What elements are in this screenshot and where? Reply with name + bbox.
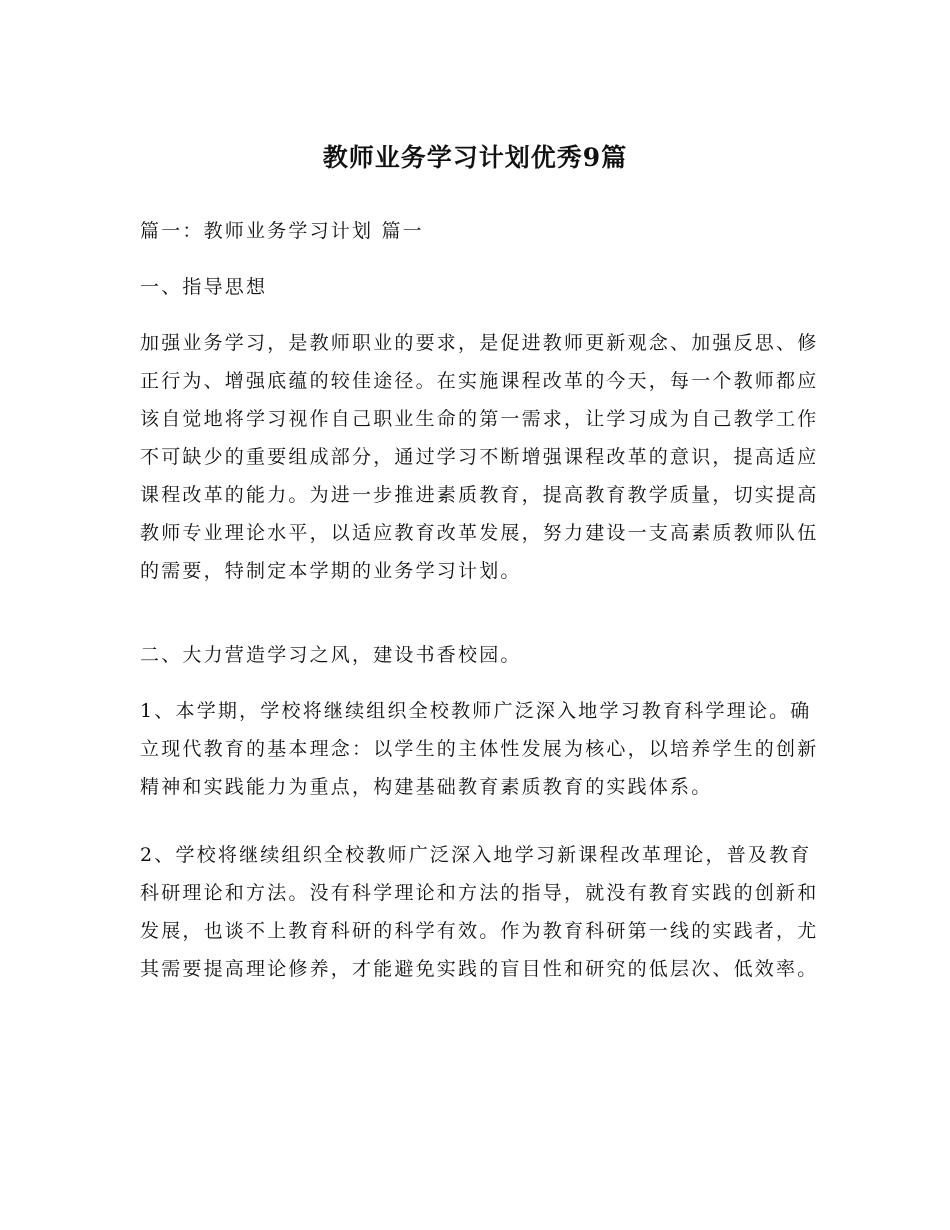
- part2-heading: 二、大力营造学习之风，建设书香校园。: [140, 644, 522, 666]
- part2-item-1: 1、本学期，学校将继续组织全校教师广泛深入地学习教育科学理论。确立现代教育的基本理念：以学生的主体性发展为核心，以培养学生的创新精神和实践能力为重点，构建基础教育素质教育的实践体系。: [140, 700, 819, 798]
- part1-paragraph: 加强业务学习，是教师职业的要求，是促进教师更新观念、加强反思、修正行为、增强底蕴的较佳途径。在实施课程改革的今天，每一个教师都应该自觉地将学习视作自己职业生命的第一需求，让学习成为自己教学工作不可缺少的重要组成部分，通过学习不断增强课程改革的意识，提高适应课程改革的能力。为进一步推进素质教育，提高教育教学质量，切实提高教师专业理论水平，以适应教育改革发展，努力建设一支高素质教师队伍的需要，特制定本学期的业务学习计划。: [140, 332, 819, 582]
- document-title: 教师业务学习计划优秀9篇: [322, 143, 628, 172]
- part1-heading: 一、指导思想: [140, 276, 268, 298]
- section-heading: 篇一：教师业务学习计划 篇一: [140, 220, 424, 242]
- part2-item-2: 2、学校将继续组织全校教师广泛深入地学习新课程改革理论，普及教育科研理论和方法。没有科学理论和方法的指导，就没有教育实践的创新和发展，也谈不上教育科研的科学有效。作为教育科研第一线的实践者，尤其需要提高理论修养，才能避免实践的盲目性和研究的低层次、低效率。: [140, 844, 819, 980]
